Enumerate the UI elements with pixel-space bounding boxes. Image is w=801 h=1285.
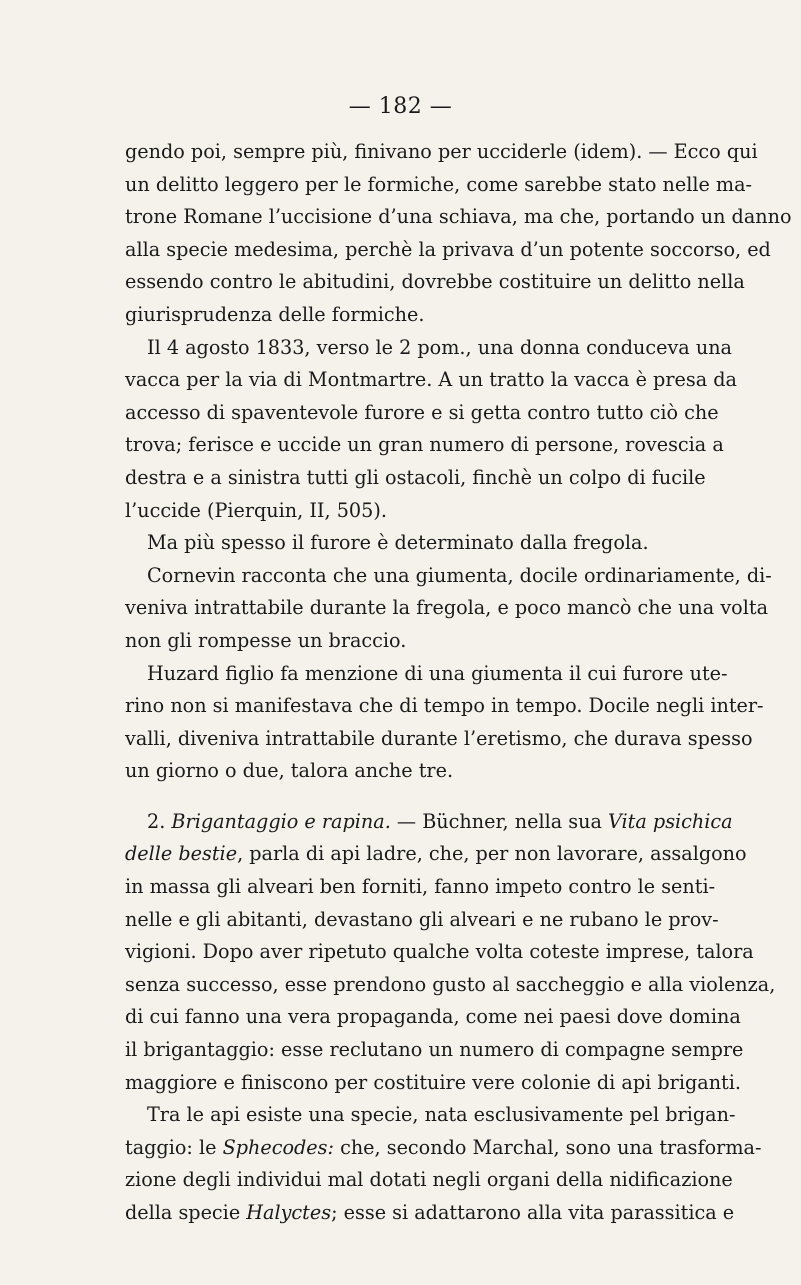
text-span: , parla di api ladre, che, per non lavorare, assalgono (237, 842, 747, 866)
text-line: di cui fanno una vera propaganda, come nei paesi dove domina (125, 1005, 741, 1029)
species-name: Sphecodes: (222, 1135, 334, 1159)
species-name: Halyctes (246, 1201, 332, 1224)
text-span: — Büchner, nella sua (396, 809, 602, 833)
text-line: trova; ferisce e uccide un gran numero di persone, rovescia a (125, 433, 724, 457)
text-line: essendo contro le abitudini, dovrebbe costituire un delitto nella (125, 270, 745, 294)
body-text (125, 136, 792, 1230)
text-line: in massa gli alveari ben forniti, fanno impeto contro le senti- (125, 875, 716, 899)
text-line: Huzard figlio fa menzione di una giumenta il cui furore ute- (147, 661, 728, 685)
text-line: maggiore e finiscono per costituire vere colonie di api briganti. (125, 1070, 741, 1094)
text-line (125, 1132, 762, 1165)
text-span: che, secondo Marchal, sono una trasforma- (340, 1135, 762, 1159)
text-line: Ma più spesso il furore è determinato dalla fregola. (147, 531, 649, 555)
book-title: delle bestie (125, 842, 238, 866)
text-line: rino non si manifestava che di tempo in tempo. Docile negli inter- (125, 694, 764, 718)
text-line: Tra le api esiste una specie, nata esclusivamente pel brigan- (147, 1103, 736, 1127)
text-line: valli, diveniva intrattabile durante l’eretismo, che durava spesso (125, 726, 753, 750)
text-line: un delitto leggero per le formiche, come sarebbe stato nelle ma- (125, 172, 753, 196)
text-line (125, 838, 747, 871)
text-line: Cornevin racconta che una giumenta, docile ordinariamente, di- (147, 563, 772, 587)
text-line (125, 1197, 735, 1230)
section-number: 2. (147, 809, 166, 833)
text-span: della specie (125, 1201, 241, 1224)
text-line: l’uccide (Pierquin, II, 505). (125, 498, 387, 522)
section-heading-line (125, 806, 733, 839)
text-line: giurisprudenza delle formiche. (125, 302, 425, 326)
text-line: Il 4 agosto 1833, verso le 2 pom., una donna conduceva una (147, 335, 732, 359)
text-line: destra e a sinistra tutti gli ostacoli, finchè un colpo di fucile (125, 465, 706, 489)
section-title: Brigantaggio e rapina. (171, 809, 391, 833)
text-line: trone Romane l’uccisione d’una schiava, ma che, portando un danno (125, 205, 792, 229)
text-line: nelle e gli abitanti, devastano gli alveari e ne rubano le prov- (125, 907, 719, 931)
text-line: il brigantaggio: esse reclutano un numero di compagne sempre (125, 1038, 744, 1062)
text-line: zione degli individui mal dotati negli organi della nidificazione (125, 1168, 733, 1192)
text-line: senza successo, esse prendono gusto al saccheggio e alla violenza, (125, 972, 776, 996)
text-span: taggio: le (125, 1135, 217, 1159)
text-line: vigioni. Dopo aver ripetuto qualche volta coteste imprese, talora (125, 940, 754, 964)
text-line: vacca per la via di Montmartre. A un tratto la vacca è presa da (125, 368, 737, 392)
text-line: accesso di spaventevole furore e si getta contro tutto ciò che (125, 400, 719, 424)
section-gap (125, 788, 703, 806)
text-line: un giorno o due, talora anche tre. (125, 759, 454, 783)
text-line: non gli rompesse un braccio. (125, 628, 407, 652)
book-title: Vita psichica (608, 809, 733, 833)
page-number: — 182 — (348, 94, 453, 119)
text-line: gendo poi, sempre più, finivano per ucciderle (idem). — Ecco qui (125, 140, 758, 163)
text-span: ; esse si adattarono alla vita parassitica e (331, 1201, 735, 1224)
text-line: veniva intrattabile durante la fregola, e poco mancò che una volta (125, 596, 769, 620)
text-line: alla specie medesima, perchè la privava d’un potente soccorso, ed (125, 237, 771, 261)
